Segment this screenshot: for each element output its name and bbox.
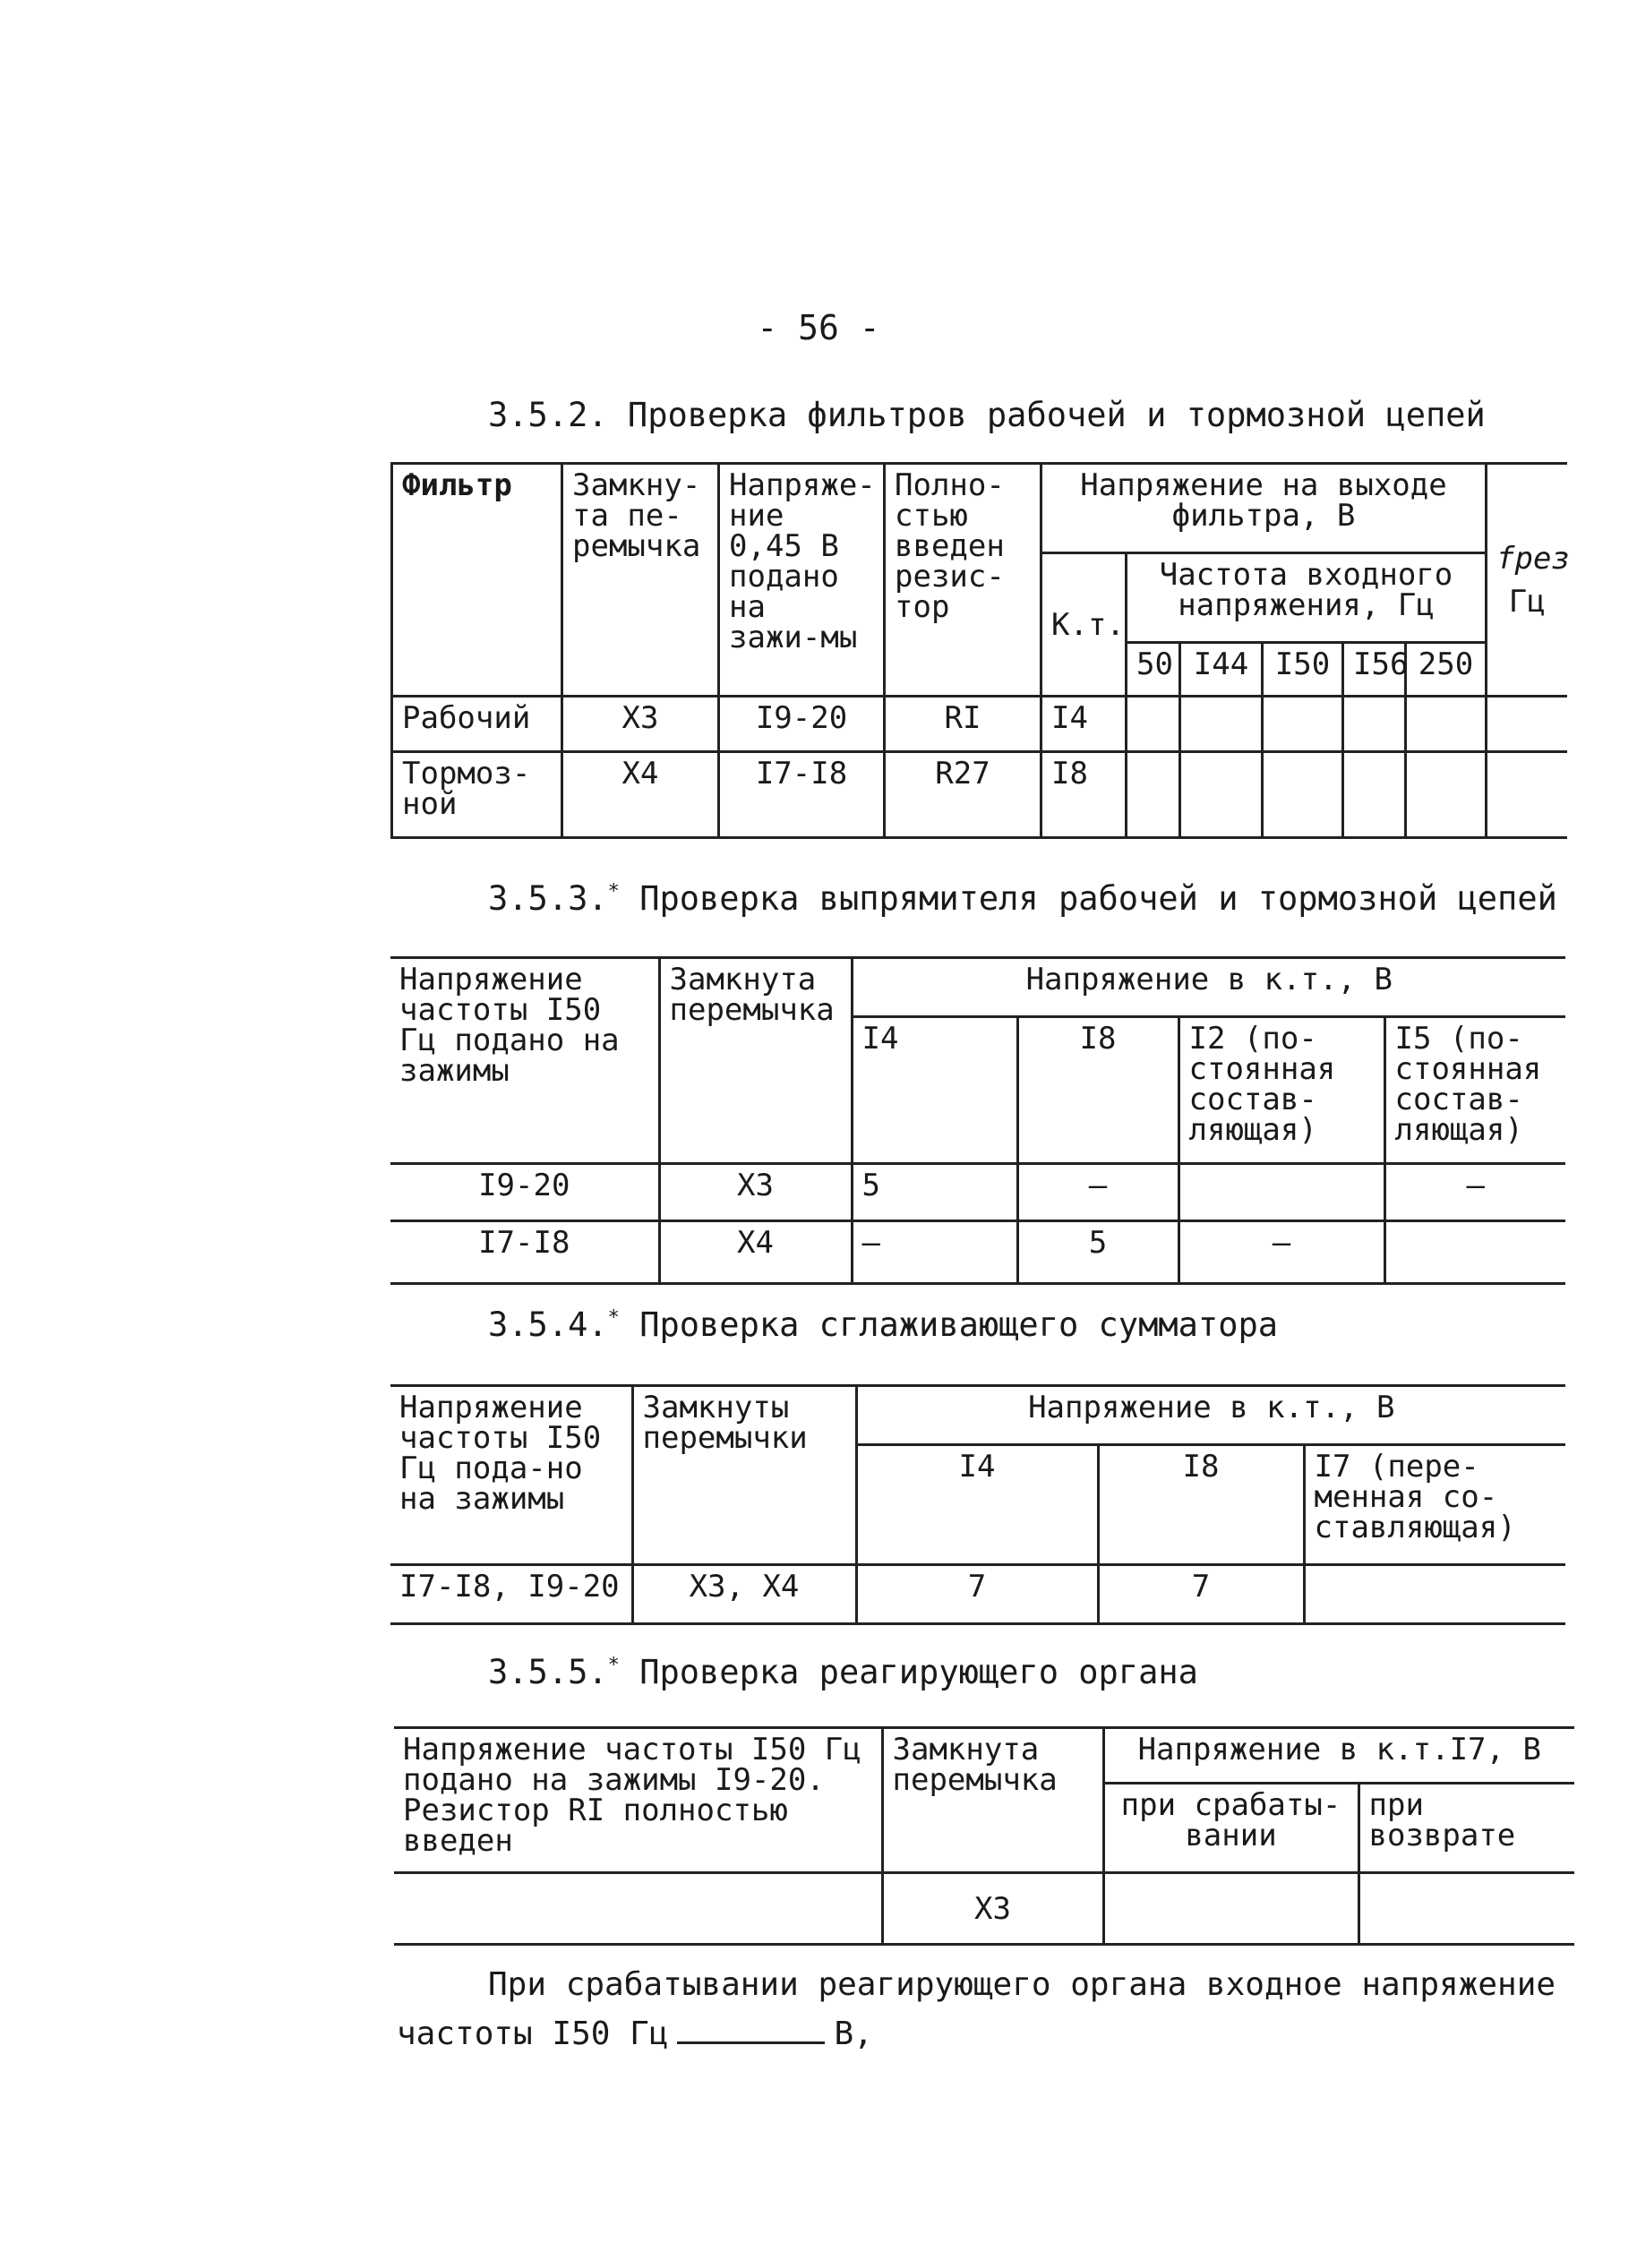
filters-table	[390, 462, 1570, 839]
table-row	[390, 1164, 1565, 1221]
section-3-5-5-title: 3.5.5.* Проверка реагирующего органа	[488, 1653, 1198, 1691]
cell-resistor: R27	[885, 752, 1041, 838]
header-fres: fрез Гц	[1487, 464, 1567, 697]
smoothing-adder-table	[390, 1384, 1565, 1625]
cell-applied	[394, 1873, 882, 1945]
cell-v14: 7	[856, 1565, 1098, 1624]
cell-operate	[1103, 1873, 1358, 1945]
cell-jumper: Х3	[562, 697, 719, 752]
rectifier-table	[390, 956, 1565, 1285]
header-kt: К.т.	[1041, 553, 1127, 697]
cell-jumper: Х4	[562, 752, 719, 838]
freq-156: I56	[1343, 643, 1406, 697]
header-jumper: Замкну-та пе-ремычка	[562, 464, 719, 697]
section-3-5-2-title: 3.5.2. Проверка фильтров рабочей и тормозной цепей	[488, 396, 1486, 434]
freq-144: I44	[1180, 643, 1263, 697]
cell-v12: –	[1178, 1221, 1384, 1284]
cell-v14: 5	[852, 1164, 1017, 1221]
cell-filter: Тормоз-ной	[392, 752, 562, 838]
header-resistor: Полно-стью введен резис-тор	[885, 464, 1041, 697]
header-voltage: Напряжение в к.т.I7, В	[1103, 1728, 1574, 1784]
freq-150: I50	[1263, 643, 1343, 697]
cell-v14: –	[852, 1221, 1017, 1284]
cell-kt: I4	[1041, 697, 1127, 752]
footer-line-1: При срабатывании реагирующего органа входное напряжение	[488, 1966, 1556, 2003]
section-3-5-3-title: 3.5.3.* Проверка выпрямителя рабочей и тормозной цепей	[488, 879, 1557, 918]
table-row	[390, 1221, 1565, 1284]
cell-v17	[1304, 1565, 1565, 1624]
header-jumper: Замкнута перемычка	[659, 958, 852, 1164]
voltage-blank-field[interactable]	[677, 2015, 825, 2044]
header-voltage: Напряжение в к.т., В	[852, 958, 1565, 1017]
header-output-voltage: Напряжение на выходе фильтра, В	[1041, 464, 1487, 553]
cell-v15: –	[1384, 1164, 1565, 1221]
cell-jumpers: Х3, Х4	[632, 1565, 856, 1624]
header-filter: Фильтр	[392, 464, 562, 697]
header-input-frequency: Частота входного напряжения, Гц	[1127, 553, 1487, 643]
cell-v18: 5	[1017, 1221, 1178, 1284]
cell-release	[1358, 1873, 1574, 1945]
header-kt-17: I7 (пере-менная со-ставляющая)	[1304, 1445, 1565, 1565]
cell-filter: Рабочий	[392, 697, 562, 752]
header-operate: при срабаты-вании	[1103, 1784, 1358, 1873]
header-release: при возврате	[1358, 1784, 1574, 1873]
cell-applied: I7-I8, I9-20	[390, 1565, 632, 1624]
cell-jumper: Х4	[659, 1221, 852, 1284]
cell-terminals: I7-I8	[719, 752, 885, 838]
freq-250: 250	[1406, 643, 1487, 697]
header-kt-14: I4	[852, 1017, 1017, 1164]
table-row	[394, 1873, 1574, 1945]
header-kt-18: I8	[1098, 1445, 1304, 1565]
cell-kt: I8	[1041, 752, 1127, 838]
header-kt-12: I2 (по-стоянная состав-ляющая)	[1178, 1017, 1384, 1164]
page-number: - 56 -	[757, 308, 880, 347]
section-3-5-4-title: 3.5.4.* Проверка сглаживающего сумматора	[488, 1305, 1279, 1344]
cell-jumper: Х3	[882, 1873, 1103, 1945]
header-voltage-applied: Напряже-ние 0,45 В подано на зажи-мы	[719, 464, 885, 697]
cell-v18: –	[1017, 1164, 1178, 1221]
cell-v18: 7	[1098, 1565, 1304, 1624]
freq-50: 50	[1127, 643, 1180, 697]
cell-applied: I7-I8	[390, 1221, 659, 1284]
header-voltage: Напряжение в к.т., В	[856, 1386, 1565, 1445]
cell-resistor: RI	[885, 697, 1041, 752]
header-applied: Напряжение частоты I50 Гц подано на зажимы	[390, 958, 659, 1164]
response-element-table	[394, 1726, 1574, 1946]
footer-line-2: частоты I50 Гц В,	[397, 2016, 873, 2052]
header-jumpers: Замкнуты перемычки	[632, 1386, 856, 1565]
header-applied: Напряжение частоты I50 Гц пода-но на зажимы	[390, 1386, 632, 1565]
cell-jumper: Х3	[659, 1164, 852, 1221]
cell-v12	[1178, 1164, 1384, 1221]
header-kt-18: I8	[1017, 1017, 1178, 1164]
cell-terminals: I9-20	[719, 697, 885, 752]
header-kt-14: I4	[856, 1445, 1098, 1565]
header-jumper: Замкнута перемычка	[882, 1728, 1103, 1873]
cell-applied: I9-20	[390, 1164, 659, 1221]
cell-v15	[1384, 1221, 1565, 1284]
header-kt-15: I5 (по-стоянная состав-ляющая)	[1384, 1017, 1565, 1164]
table-row	[392, 697, 1567, 752]
header-applied: Напряжение частоты I50 Гц подано на зажимы I9-20. Резистор RI полностью введен	[394, 1728, 882, 1873]
table-row	[390, 1565, 1565, 1624]
table-row	[392, 752, 1567, 838]
